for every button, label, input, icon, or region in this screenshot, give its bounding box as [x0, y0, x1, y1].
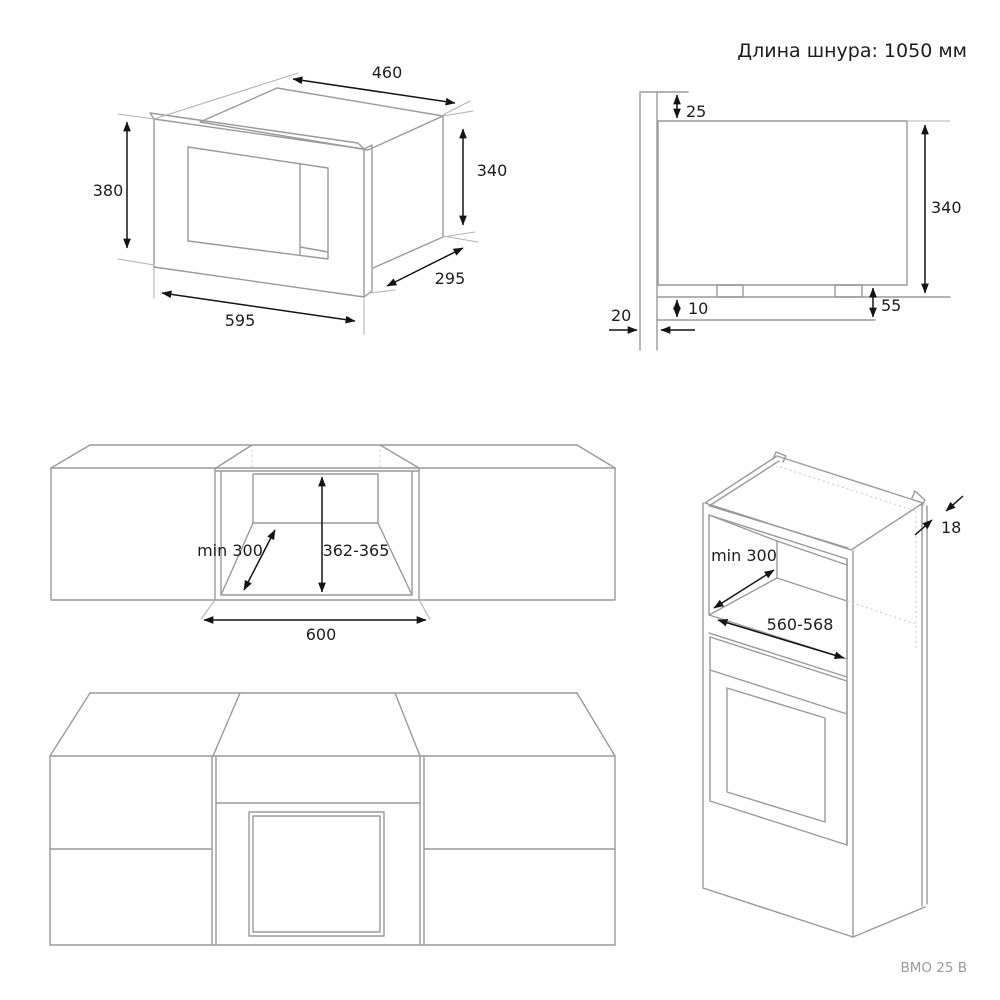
dim-label-body-height: 340 [931, 198, 962, 217]
divider-right [420, 756, 424, 945]
dim-label-panel-thickness: 20 [611, 306, 632, 325]
back-right-tab [912, 491, 925, 506]
oven-door-window [727, 688, 825, 822]
dim-label-height-front: 380 [92, 181, 124, 200]
section-body [658, 121, 907, 285]
cord-length-label: Длина шнура: 1050 мм [737, 40, 967, 62]
dim-label-niche-depth: min 300 [197, 541, 263, 560]
tall-back-right-edge [922, 504, 927, 906]
tall-bottom [703, 888, 925, 937]
dim-label-niche-width: 600 [305, 625, 337, 644]
dim-label-tall-depth: min 300 [711, 546, 777, 565]
microwave-door-outer [249, 812, 384, 936]
wall-niche-view [51, 445, 615, 644]
model-label: BMO 25 B [900, 960, 967, 976]
dim-arrow-595 [162, 293, 355, 321]
dim-label-tall-width: 560-568 [766, 615, 834, 634]
furniture-panel [640, 92, 657, 350]
dim-label-top-clearance: 25 [686, 102, 707, 121]
tall-shelf-line [709, 633, 847, 677]
tall-cabinet-view [703, 452, 963, 937]
base-row-outline [50, 756, 615, 945]
dim-arrow-18-upper [946, 496, 963, 511]
dim-label-depth-body: 295 [434, 269, 466, 288]
control-strip-button [300, 247, 328, 252]
niche-back-wall [253, 474, 378, 523]
microwave-3d-view [93, 63, 508, 334]
niche-opening [215, 468, 419, 600]
oven-front [710, 637, 847, 845]
tall-front-right-edge [847, 551, 853, 937]
divider-left [212, 756, 216, 945]
dim-arrow-18-lower [915, 520, 932, 535]
dim-label-side-panel-thickness: 18 [941, 518, 962, 537]
microwave-body-top-face [200, 88, 443, 150]
side-section-view [609, 92, 962, 350]
dim-arrow-min300-tall [714, 570, 774, 608]
dim-label-niche-height: 362-365 [322, 541, 390, 560]
microwave-door-inner [253, 816, 380, 932]
door-window [188, 147, 328, 259]
cabinet-front-view [50, 693, 615, 945]
dim-label-bottom-clearance: 10 [688, 299, 709, 318]
dim-label-width-top: 460 [371, 63, 403, 82]
dim-label-height-body: 340 [476, 161, 508, 180]
dim-arrow-min300 [244, 530, 275, 590]
dim-label-width-front: 595 [224, 311, 256, 330]
foot-right [835, 285, 862, 297]
foot-left [717, 285, 743, 297]
microwave-front-panel [154, 119, 364, 297]
dim-arrow-460 [293, 79, 455, 103]
front-panel-right-bevel [364, 145, 372, 297]
microwave-body-right-face [373, 116, 443, 268]
dim-label-foot-height: 55 [881, 296, 902, 315]
cabinet-row-outline [51, 468, 615, 600]
oven-control-strip [710, 670, 847, 714]
